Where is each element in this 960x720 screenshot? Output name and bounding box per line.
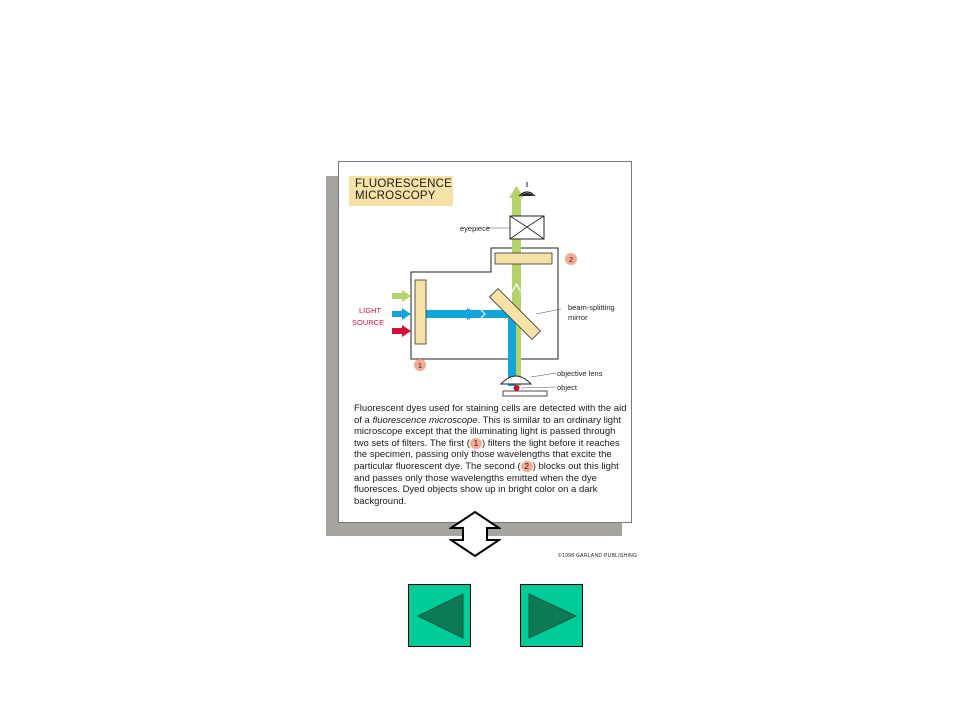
caption-part-2: . This is similar to an ordinary light microscope except that the illuminating light is passed through two sets of filters. The first ( [354, 414, 622, 449]
caption-part-4: ) blocks out this light and passes only those wavelengths emitted when the dye fluoresces. Dyed objects show up in bright color on a dark background. [354, 461, 619, 507]
microscope-diagram [339, 162, 633, 402]
triangle-right-icon [521, 585, 584, 648]
copyright-notice: ©1998 GARLAND PUBLISHING [558, 553, 638, 559]
specimen-object [514, 385, 520, 391]
excitation-filter [415, 280, 426, 344]
beam-splitting-label-1: beam-splitting [568, 303, 615, 312]
caption-part-1: Fluorescent dyes used for staining cells are detected with the aid of a [354, 403, 627, 426]
light-source-label-2: SOURCE [352, 318, 385, 327]
slide [503, 391, 547, 396]
objective-lens-label: objective lens [557, 369, 603, 378]
microscope-housing [411, 248, 558, 359]
filter-1-number: 1 [417, 361, 423, 370]
emitted-light-arrowhead [509, 186, 524, 198]
previous-button[interactable] [408, 584, 471, 647]
excitation-light-beam [423, 314, 512, 386]
excitation-light-arrowhead [467, 308, 479, 320]
objective-lens [501, 376, 531, 384]
caption-emphasis: fluorescence microscope [372, 414, 478, 426]
title-line-1: FLUORESCENCE [355, 178, 452, 190]
triangle-left-icon [409, 585, 472, 648]
title-line-2: MICROSCOPY [355, 190, 436, 202]
beam-splitting-label-2: mirror [568, 313, 588, 322]
figure-caption [354, 403, 629, 507]
object-label: object [557, 383, 578, 392]
caption-badge-1: 1 [470, 438, 482, 449]
next-button[interactable] [520, 584, 583, 647]
light-source-arrows [392, 290, 411, 337]
eyepiece-label: eyepiece [460, 224, 491, 233]
caption-badge-2: 2 [521, 461, 533, 472]
up-down-arrow-icon[interactable] [449, 511, 501, 557]
filter-2-number: 2 [568, 255, 574, 264]
barrier-filter [495, 253, 552, 264]
figure-card [338, 161, 632, 523]
light-source-label-1: LIGHT [359, 306, 382, 315]
caption-part-3: ) filters the light before it reaches the specimen, passing only those wavelengths that excite the particular fluorescent dye. The second ( [354, 437, 620, 472]
